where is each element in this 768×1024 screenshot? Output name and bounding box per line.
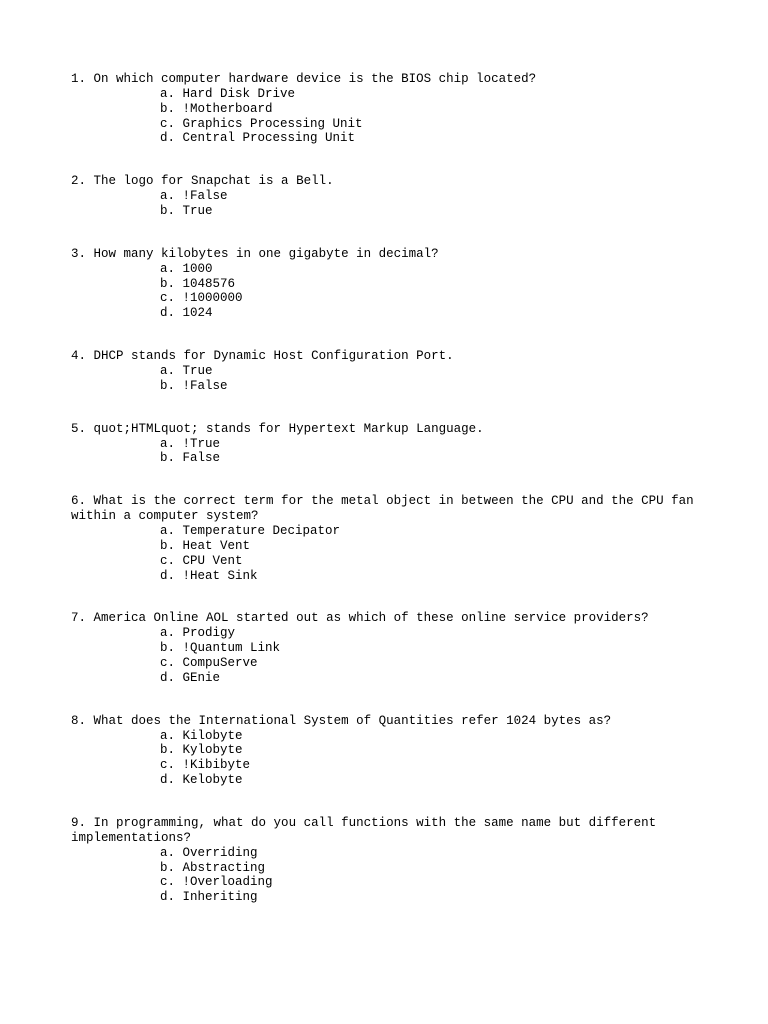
option-letter: c. <box>160 116 176 131</box>
answer-option <box>160 846 711 861</box>
answer-option <box>160 861 711 876</box>
answer-option <box>160 117 711 132</box>
option-text: Kylobyte <box>182 743 243 758</box>
option-text: 1048576 <box>182 276 236 291</box>
answer-option <box>160 379 711 394</box>
question-number: 1. <box>71 72 87 86</box>
option-letter: d. <box>160 306 176 321</box>
option-text: Kelobyte <box>182 772 243 787</box>
answer-option <box>160 204 711 219</box>
quiz-document <box>71 72 711 933</box>
question-5 <box>71 422 711 467</box>
option-text: !Heat Sink <box>182 568 258 583</box>
option-text: !False <box>182 378 228 393</box>
question-number: 6. <box>71 494 87 509</box>
answer-list <box>71 364 711 394</box>
answer-option <box>160 875 711 890</box>
option-letter: b. <box>160 203 176 218</box>
answer-option <box>160 189 711 204</box>
answer-option <box>160 626 711 641</box>
question-prompt: In programming, what do you call functions with the same name but different implementations? <box>71 815 657 845</box>
answer-list <box>71 189 711 219</box>
option-text: Abstracting <box>182 860 266 875</box>
option-letter: a. <box>160 87 176 101</box>
option-letter: a. <box>160 728 176 743</box>
answer-option <box>160 131 711 146</box>
question-prompt: What does the International System of Quantities refer 1024 bytes as? <box>93 713 612 728</box>
question-number: 9. <box>71 815 87 830</box>
option-letter: d. <box>160 670 176 685</box>
answer-option <box>160 773 711 788</box>
question-text <box>71 611 701 626</box>
question-text <box>71 422 701 437</box>
question-2 <box>71 174 711 219</box>
answer-option <box>160 671 711 686</box>
question-text <box>71 247 701 262</box>
option-text: !Quantum Link <box>182 641 281 656</box>
option-letter: a. <box>160 261 176 276</box>
question-text <box>71 714 701 729</box>
option-letter: d. <box>160 568 176 583</box>
option-text: !Overloading <box>182 875 273 890</box>
option-text: !Kibibyte <box>182 758 251 773</box>
option-letter: a. <box>160 363 176 378</box>
answer-list <box>71 437 711 467</box>
question-prompt: What is the correct term for the metal object in between the CPU and the CPU fan within a computer system? <box>71 494 694 524</box>
question-number: 4. <box>71 348 87 363</box>
answer-option <box>160 262 711 277</box>
option-letter: d. <box>160 890 176 905</box>
question-4 <box>71 349 711 394</box>
option-text: Inheriting <box>182 890 258 905</box>
answer-option <box>160 102 711 117</box>
answer-list <box>71 262 711 321</box>
option-letter: b. <box>160 860 176 875</box>
option-text: CompuServe <box>182 655 258 670</box>
answer-list <box>71 846 711 905</box>
option-letter: b. <box>160 378 176 393</box>
option-text: Heat Vent <box>182 538 251 553</box>
option-text: !1000000 <box>182 291 243 306</box>
option-letter: c. <box>160 875 176 890</box>
question-prompt: The logo for Snapchat is a Bell. <box>93 174 334 189</box>
option-text: True <box>182 203 213 218</box>
option-letter: a. <box>160 524 176 539</box>
option-text: !False <box>182 189 228 204</box>
option-text: False <box>182 451 221 466</box>
option-text: Prodigy <box>182 626 236 641</box>
question-number: 5. <box>71 421 87 436</box>
option-text: Central Processing Unit <box>182 131 356 146</box>
answer-option <box>160 569 711 584</box>
answer-option <box>160 890 711 905</box>
question-prompt: DHCP stands for Dynamic Host Configuration Port. <box>93 348 454 363</box>
option-text: Overriding <box>182 845 258 860</box>
option-letter: d. <box>160 772 176 787</box>
option-letter: b. <box>160 451 176 466</box>
question-number: 3. <box>71 246 87 261</box>
question-6 <box>71 494 711 583</box>
option-letter: a. <box>160 436 176 451</box>
answer-list <box>71 626 711 685</box>
answer-list <box>71 87 711 146</box>
option-letter: c. <box>160 655 176 670</box>
question-number: 8. <box>71 713 87 728</box>
question-9 <box>71 816 711 905</box>
option-letter: c. <box>160 553 176 568</box>
answer-option <box>160 729 711 744</box>
option-letter: b. <box>160 538 176 553</box>
answer-option <box>160 539 711 554</box>
answer-option <box>160 277 711 292</box>
question-number: 2. <box>71 174 87 189</box>
question-prompt: On which computer hardware device is the BIOS chip located? <box>93 72 537 86</box>
option-letter: c. <box>160 291 176 306</box>
option-letter: a. <box>160 845 176 860</box>
option-letter: a. <box>160 189 176 204</box>
answer-option <box>160 306 711 321</box>
option-text: 1024 <box>182 306 213 321</box>
answer-option <box>160 364 711 379</box>
option-text: Kilobyte <box>182 728 243 743</box>
option-letter: b. <box>160 101 176 116</box>
question-number: 7. <box>71 611 87 626</box>
question-prompt: How many kilobytes in one gigabyte in decimal? <box>93 246 439 261</box>
option-letter: b. <box>160 276 176 291</box>
option-text: GEnie <box>182 670 221 685</box>
question-1 <box>71 72 711 146</box>
answer-option <box>160 437 711 452</box>
question-text <box>71 494 701 524</box>
answer-option <box>160 554 711 569</box>
answer-list <box>71 729 711 788</box>
question-prompt: America Online AOL started out as which of these online service providers? <box>93 611 649 626</box>
question-text <box>71 816 701 846</box>
answer-option <box>160 451 711 466</box>
option-letter: d. <box>160 131 176 146</box>
option-text: !Motherboard <box>182 101 273 116</box>
question-3 <box>71 247 711 321</box>
answer-option <box>160 524 711 539</box>
question-7 <box>71 611 711 685</box>
option-text: Hard Disk Drive <box>182 87 296 101</box>
question-text <box>71 174 701 189</box>
answer-option <box>160 743 711 758</box>
answer-list <box>71 524 711 583</box>
question-8 <box>71 714 711 788</box>
option-letter: b. <box>160 641 176 656</box>
option-text: Graphics Processing Unit <box>182 116 363 131</box>
option-letter: b. <box>160 743 176 758</box>
option-letter: c. <box>160 758 176 773</box>
answer-option <box>160 656 711 671</box>
question-prompt: quot;HTMLquot; stands for Hypertext Markup Language. <box>93 421 484 436</box>
answer-option <box>160 641 711 656</box>
answer-option <box>160 87 711 102</box>
option-text: Temperature Decipator <box>182 524 341 539</box>
question-text <box>71 349 701 364</box>
option-letter: a. <box>160 626 176 641</box>
answer-option <box>160 758 711 773</box>
option-text: True <box>182 363 213 378</box>
question-text <box>71 72 701 87</box>
option-text: !True <box>182 436 221 451</box>
answer-option <box>160 291 711 306</box>
option-text: CPU Vent <box>182 553 243 568</box>
option-text: 1000 <box>182 261 213 276</box>
